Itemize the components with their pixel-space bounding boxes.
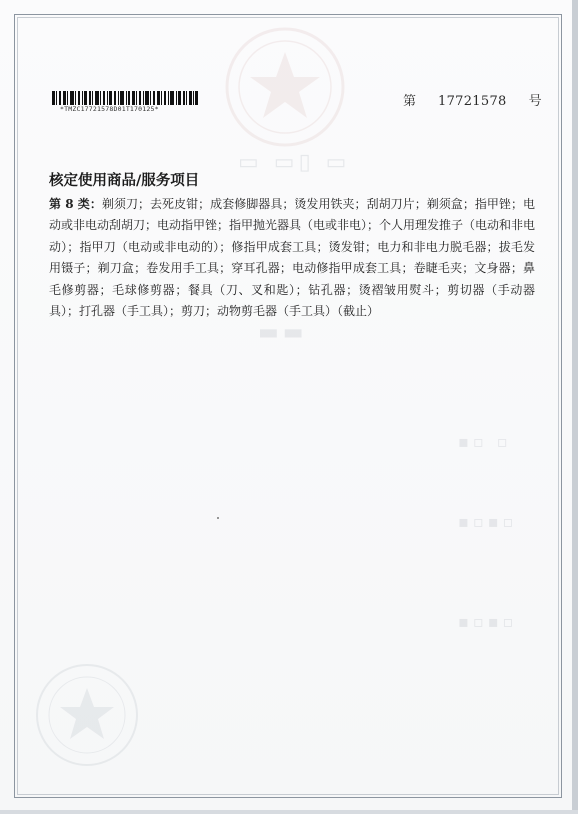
barcode-text: *TMZC17721578D01T170125* (60, 105, 159, 113)
scan-edge-bottom (0, 810, 578, 814)
watermark-mark: ▬▬ (258, 320, 308, 345)
goods-list (49, 194, 535, 322)
section-title: 核定使用商品/服务项目 (49, 173, 200, 189)
watermark-seal-icon (220, 22, 350, 152)
scan-speck (217, 517, 219, 519)
watermark-mark: ▪▫▪▫ (458, 512, 518, 531)
scan-edge (572, 0, 578, 814)
faint-stamp-icon (32, 660, 142, 770)
goods-items: 剃须刀；去死皮钳；成套修脚器具；烫发用铁夹；刮胡刀片；剃须盒；指甲锉；电动或非电动刮胡刀；电动指甲锉；指甲抛光器具（电或非电）；个人用理发推子（电动和非电动）；指甲刀（电动或非电动的）；修指甲成套工具；烫发钳；电力和非电力脱毛器；拔毛发用镊子；剃刀盒；卷发用手工具；穿耳孔器；电动修指甲成套工具；卷睫毛夹；文身器；鼻毛修剪器；毛球修剪器；餐具（刀、叉和匙）；钻孔器；烫褶皱用熨斗；剪切器（手动器具）；打孔器（手工具）；剪刀；动物剪毛器（手工具）（截止） (49, 197, 536, 319)
registration-number (403, 90, 542, 109)
watermark-mark: ▪▫▪▫ (458, 612, 518, 631)
barcode-icon (52, 91, 198, 105)
watermark-mark: ▭ ▭▯ ▭ (238, 150, 351, 175)
goods-class-label: 第 8 类： (49, 197, 102, 211)
watermark-mark: ▪▫ ▫ (458, 432, 512, 451)
registration-suffix: 号 (528, 94, 542, 109)
registration-value: 17721578 (438, 94, 507, 109)
registration-prefix: 第 (403, 94, 417, 109)
